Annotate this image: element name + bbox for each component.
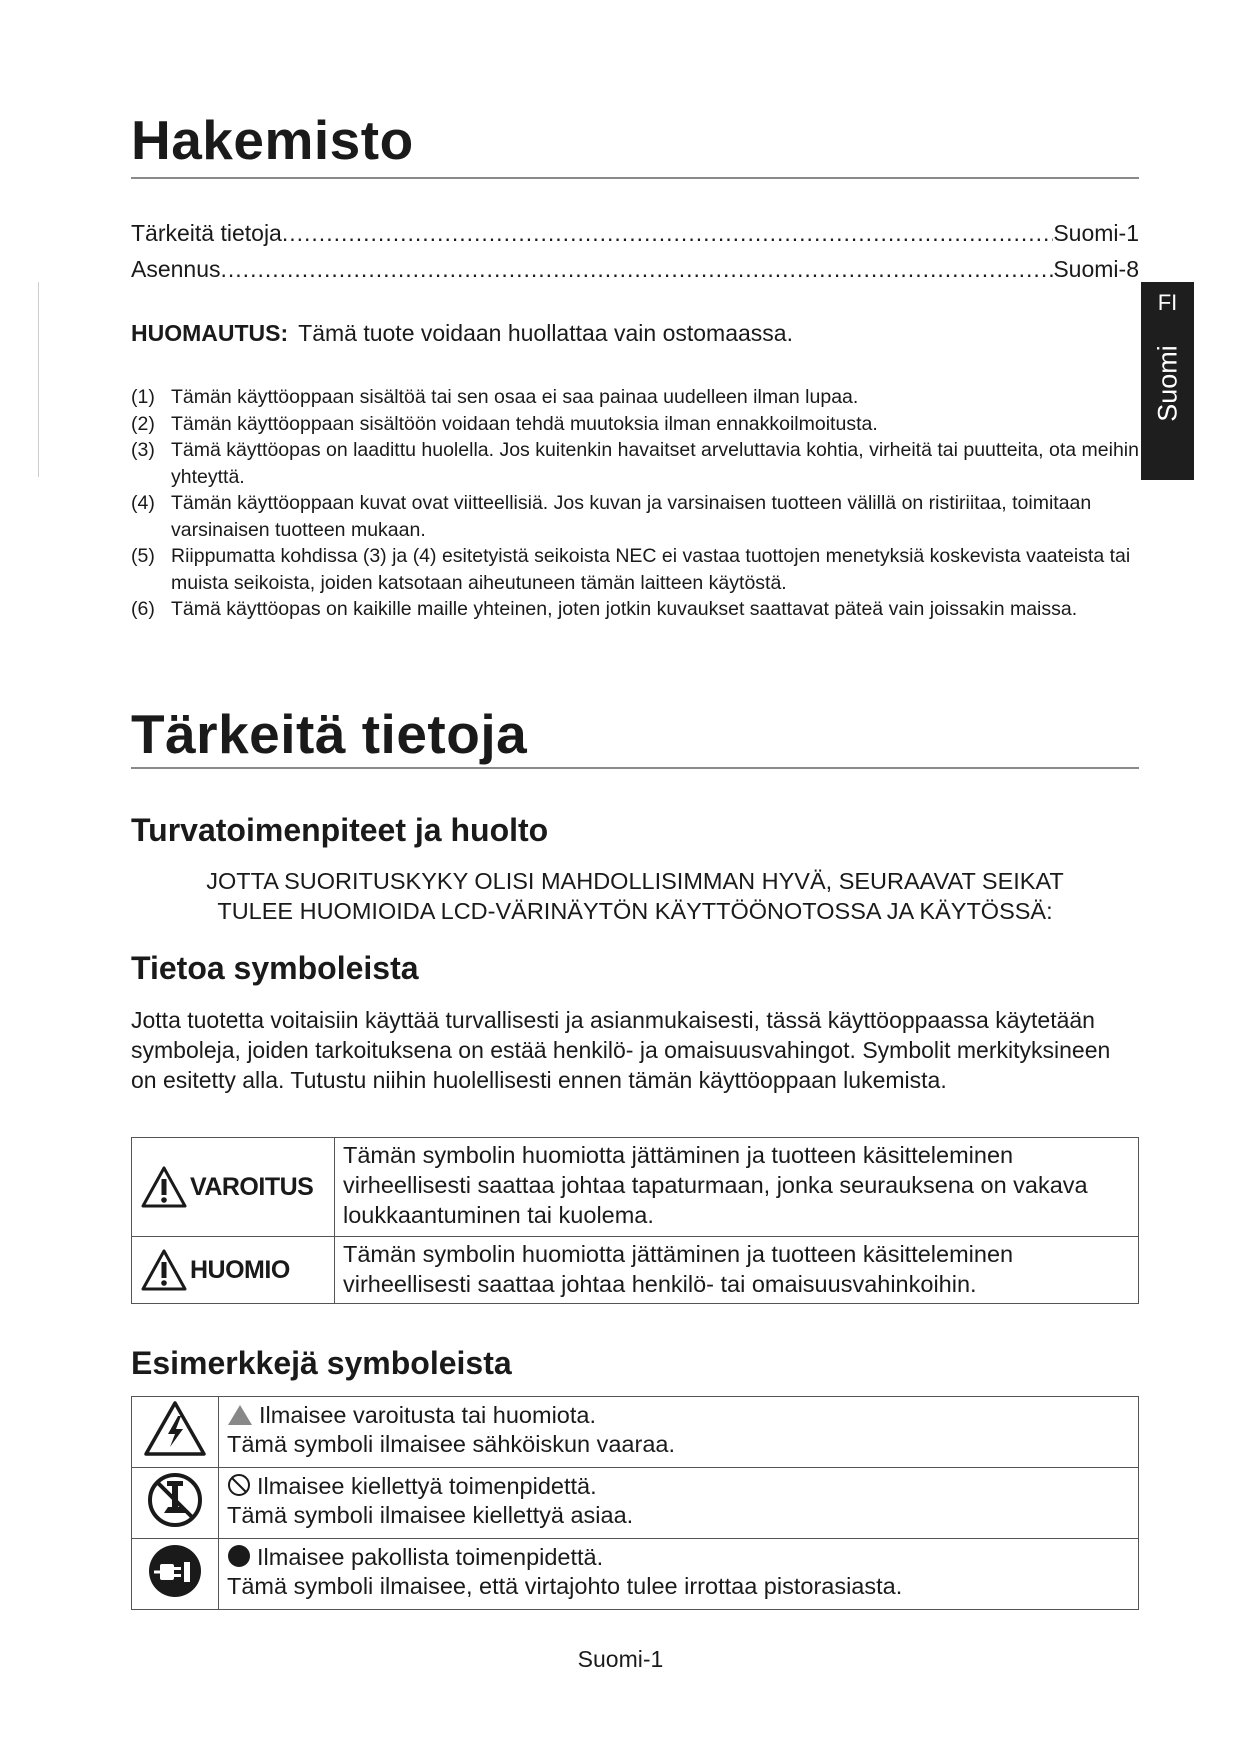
example-line: Tämä symboli ilmaisee sähköiskun vaaraa.: [227, 1431, 675, 1457]
safety-notice: [131, 866, 1139, 926]
list-item-number: (2): [131, 412, 155, 435]
symbol-label: VAROITUS: [190, 1173, 314, 1201]
list-item: [131, 384, 1141, 411]
list-item-text: Tämän käyttöoppaan sisältöön voidaan tehdä muutoksia ilman ennakkoilmoitusta.: [171, 412, 878, 435]
example-icon-cell: [132, 1397, 219, 1468]
symbol-cell: [132, 1138, 335, 1237]
list-item: [131, 490, 1141, 543]
list-item-number: (4): [131, 492, 155, 514]
table-row: [132, 1468, 1139, 1539]
symbols-paragraph: Jotta tuotetta voitaisiin käyttää turvallisesti ja asianmukaisesti, tässä käyttöoppaassa käytetään symboleja, joiden tarkoituksena on estää henkilö- ja omaisuusvahingot. Symbolit merkityksineen on esitetty alla. Tutustu niihin huolellisesti ennen tämän käyttöoppaan lukemista.: [131, 1007, 1111, 1093]
unplug-icon: [146, 1542, 204, 1600]
note-text: Tämä tuote voidaan huollattaa vain ostomaassa.: [298, 320, 793, 346]
list-item-text: Tämä käyttöopas on laadittu huolella. Jos kuitenkin havaitset arveluttavia kohtia, virheitä tai puutteita, ota meihin yhteyttä.: [171, 439, 1139, 488]
list-item: [131, 437, 1141, 490]
edge-divider: [38, 282, 39, 477]
toc-entry-label: Tärkeitä tietoja: [131, 220, 282, 246]
list-item-text: Tämä käyttöopas on kaikille maille yhteinen, joten jotkin kuvaukset saattavat päteä vain joissakin maissa.: [171, 598, 1078, 620]
symbol-description: Tämän symbolin huomiotta jättäminen ja tuotteen käsitteleminen virheellisesti saattaa johtaa henkilö- tai omaisuusvahinkoihin.: [335, 1237, 1139, 1304]
important-title: Tärkeitä tietoja: [131, 703, 528, 765]
example-line: Tämä symboli ilmaisee, että virtajohto tulee irrottaa pistorasiasta.: [227, 1573, 903, 1599]
page-number: Suomi-1: [577, 1646, 664, 1672]
example-line: [227, 1543, 1130, 1572]
disclaimer-list: [131, 384, 1141, 623]
list-item: [131, 543, 1141, 596]
example-line-text: Ilmaisee kiellettyä toimenpidettä.: [257, 1473, 597, 1499]
electric-shock-icon: [143, 1400, 207, 1458]
triangle-icon: [227, 1404, 253, 1426]
safety-line: TULEE HUOMIOIDA LCD-VÄRINÄYTÖN KÄYTTÖÖNOTOSSA JA KÄYTÖSSÄ:: [217, 898, 1053, 924]
toc-entry-label: Asennus: [131, 256, 221, 282]
symbol-cell: [132, 1237, 335, 1304]
examples-heading: Esimerkkejä symboleista: [131, 1345, 512, 1381]
service-note: [131, 320, 793, 347]
example-text: [219, 1468, 1139, 1539]
prohibited-icon: [227, 1473, 251, 1497]
examples-table: [131, 1396, 1139, 1610]
warning-triangle-icon: [140, 1165, 188, 1209]
symbol-label: HUOMIO: [190, 1256, 290, 1284]
list-item-number: (3): [131, 439, 155, 461]
list-item-text: Tämän käyttöoppaan kuvat ovat viitteellisiä. Jos kuvan ja varsinaisen tuotteen välillä on ristiriitaa, toimitaan varsinaisen tuotteen mukaan.: [171, 492, 1092, 541]
example-line: [227, 1401, 1130, 1430]
filled-circle-icon: [227, 1544, 251, 1568]
safety-line: JOTTA SUORITUSKYKY OLISI MAHDOLLISIMMAN HYVÄ, SEURAAVAT SEIKAT: [206, 868, 1064, 894]
toc-leader: [221, 256, 1054, 283]
toc-entry-page: Suomi-1: [1053, 220, 1139, 246]
list-item-number: (5): [131, 545, 155, 567]
note-label: HUOMAUTUS:: [131, 320, 289, 346]
example-icon-cell: [132, 1539, 219, 1610]
toc-entry-page: Suomi-8: [1053, 256, 1139, 282]
no-disassembly-icon: [146, 1471, 204, 1529]
list-item: [131, 596, 1141, 623]
symbol-description: Tämän symbolin huomiotta jättäminen ja tuotteen käsitteleminen virheellisesti saattaa johtaa tapaturmaan, jonka seurauksena on vakava loukkaantuminen tai kuolema.: [335, 1138, 1139, 1237]
list-item-text: Riippumatta kohdissa (3) ja (4) esitetyistä seikoista NEC ei vastaa tuottojen menetyksiä koskevista vaateista tai muista seikoista, joiden katsotaan aiheutuneen tämän laitteen käytöstä.: [171, 545, 1131, 594]
symbol-table: [131, 1137, 1139, 1304]
table-row: [132, 1397, 1139, 1468]
example-text: [219, 1539, 1139, 1610]
index-title: Hakemisto: [131, 109, 414, 171]
list-item-number: (1): [131, 386, 155, 408]
toc-entry[interactable]: [131, 220, 1139, 256]
safety-heading: Turvatoimenpiteet ja huolto: [131, 812, 549, 848]
toc-entry[interactable]: [131, 256, 1139, 292]
list-item-text: Tämän käyttöoppaan sisältöä tai sen osaa ei saa painaa uudelleen ilman lupaa.: [171, 386, 859, 408]
table-row: [132, 1237, 1139, 1304]
example-line: Tämä symboli ilmaisee kiellettyä asiaa.: [227, 1502, 634, 1528]
language-tab: [1141, 282, 1194, 480]
list-item-number: (6): [131, 598, 155, 620]
warning-triangle-icon: [140, 1248, 188, 1292]
index-title-rule: [131, 177, 1139, 179]
list-item: [131, 411, 1141, 438]
example-text: [219, 1397, 1139, 1468]
language-name: Suomi: [1152, 345, 1183, 422]
example-icon-cell: [132, 1468, 219, 1539]
toc-leader: [282, 220, 1053, 247]
language-code: FI: [1157, 290, 1178, 315]
example-line-text: Ilmaisee varoitusta tai huomiota.: [259, 1402, 596, 1428]
table-row: [132, 1138, 1139, 1237]
example-line: [227, 1472, 1130, 1501]
table-of-contents: [131, 220, 1139, 292]
table-row: [132, 1539, 1139, 1610]
example-line-text: Ilmaisee pakollista toimenpidettä.: [257, 1544, 604, 1570]
important-title-rule: [131, 767, 1139, 769]
symbols-heading: Tietoa symboleista: [131, 950, 419, 986]
